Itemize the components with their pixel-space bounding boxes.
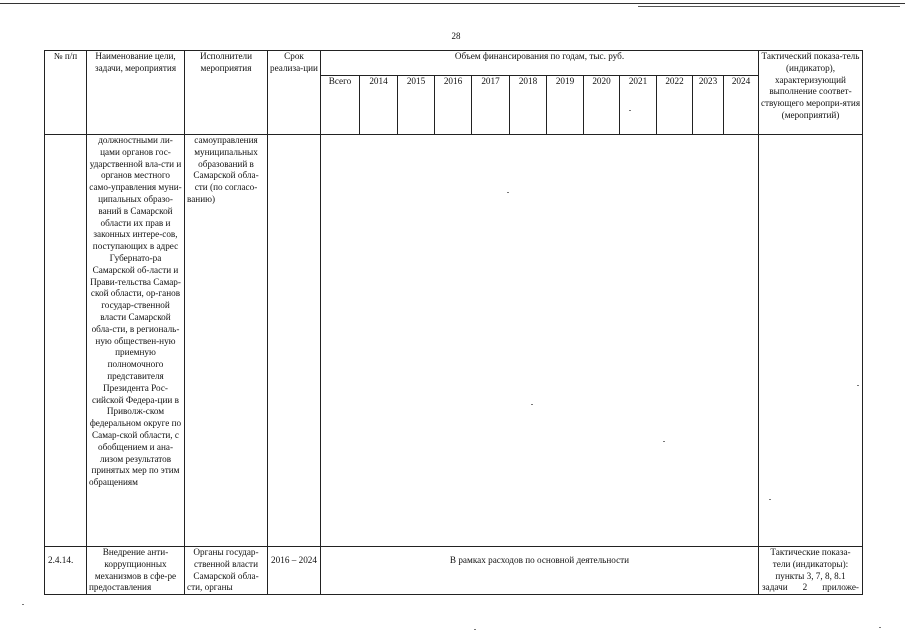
scan-speck xyxy=(879,627,881,628)
row-term xyxy=(268,135,321,547)
row-name: должностными ли-цами органов гос-ударственной вла-сти и органов местного само-управления муни-ципальных образо-ваний в Самарской области их прав и законных интере-сов, поступающих в адрес Губернато-ра Самарской об-ласти и Прави-тельства Самар-ской области, ор-ганов государ-ственной власти Самарской обла-сти, в региональ-ную обществен-ную приемную полномочного представителя Президента Рос-сийской Федера-ции в Приволж-ском федеральном округе по Самар-ской области, с обобщением и ана-лизом результатов принятых мер по этим обращениям xyxy=(87,135,185,547)
scan-speck xyxy=(629,110,631,111)
header-indicator: Тактический показа-тель (индикатор), характеризующий выполнение соответ-ствующего меропри-ятия (мероприятий) xyxy=(759,51,863,135)
scan-speck xyxy=(531,404,533,405)
header-row-top xyxy=(45,51,863,76)
row-term: 2016 – 2024 xyxy=(268,547,321,595)
row-financing: В рамках расходов по основной деятельности xyxy=(321,547,759,595)
row-number: 2.4.14. xyxy=(45,547,87,595)
scan-speck xyxy=(663,441,665,442)
row-number xyxy=(45,135,87,547)
header-total: Всего xyxy=(321,76,360,135)
header-year-2024: 2024 xyxy=(724,76,759,135)
header-year-2023: 2023 xyxy=(693,76,724,135)
scan-speck xyxy=(769,499,771,500)
table-row xyxy=(45,135,863,547)
header-year-2016: 2016 xyxy=(435,76,472,135)
header-financing: Объем финансирования по годам, тыс. руб. xyxy=(321,51,759,76)
row-financing xyxy=(321,135,759,547)
header-term: Срок реализа-ции xyxy=(268,51,321,135)
header-number: № п/п xyxy=(45,51,87,135)
scan-edge-line xyxy=(0,3,905,4)
row-indicator: Тактические показа-тели (индикаторы): пункты 3, 7, 8, 8.1 задачи 2 приложе- xyxy=(759,547,863,595)
row-name: Внедрение анти-коррупционных механизмов в сфе-ре предоставления xyxy=(87,547,185,595)
scan-speck xyxy=(22,604,24,605)
row-executors: самоуправления муниципальных образований в Самарской обла-сти (по согласо-ванию) xyxy=(185,135,268,547)
scan-edge-line-right xyxy=(638,6,900,7)
scan-speck xyxy=(474,629,476,630)
scan-speck xyxy=(507,192,509,193)
header-executors: Исполнители мероприятия xyxy=(185,51,268,135)
page-number: 28 xyxy=(451,31,461,41)
row-executors: Органы государ-ственной власти Самарской обла-сти, органы xyxy=(185,547,268,595)
table-row xyxy=(45,547,863,595)
header-year-2018: 2018 xyxy=(510,76,547,135)
header-year-2017: 2017 xyxy=(472,76,510,135)
header-year-2014: 2014 xyxy=(360,76,398,135)
header-year-2020: 2020 xyxy=(584,76,620,135)
header-year-2015: 2015 xyxy=(398,76,435,135)
action-plan-table xyxy=(44,50,863,595)
header-name: Наименование цели, задачи, мероприятия xyxy=(87,51,185,135)
header-year-2019: 2019 xyxy=(547,76,584,135)
row-indicator xyxy=(759,135,863,547)
scan-speck xyxy=(857,385,859,386)
header-year-2021: 2021 xyxy=(620,76,657,135)
header-year-2022: 2022 xyxy=(657,76,693,135)
